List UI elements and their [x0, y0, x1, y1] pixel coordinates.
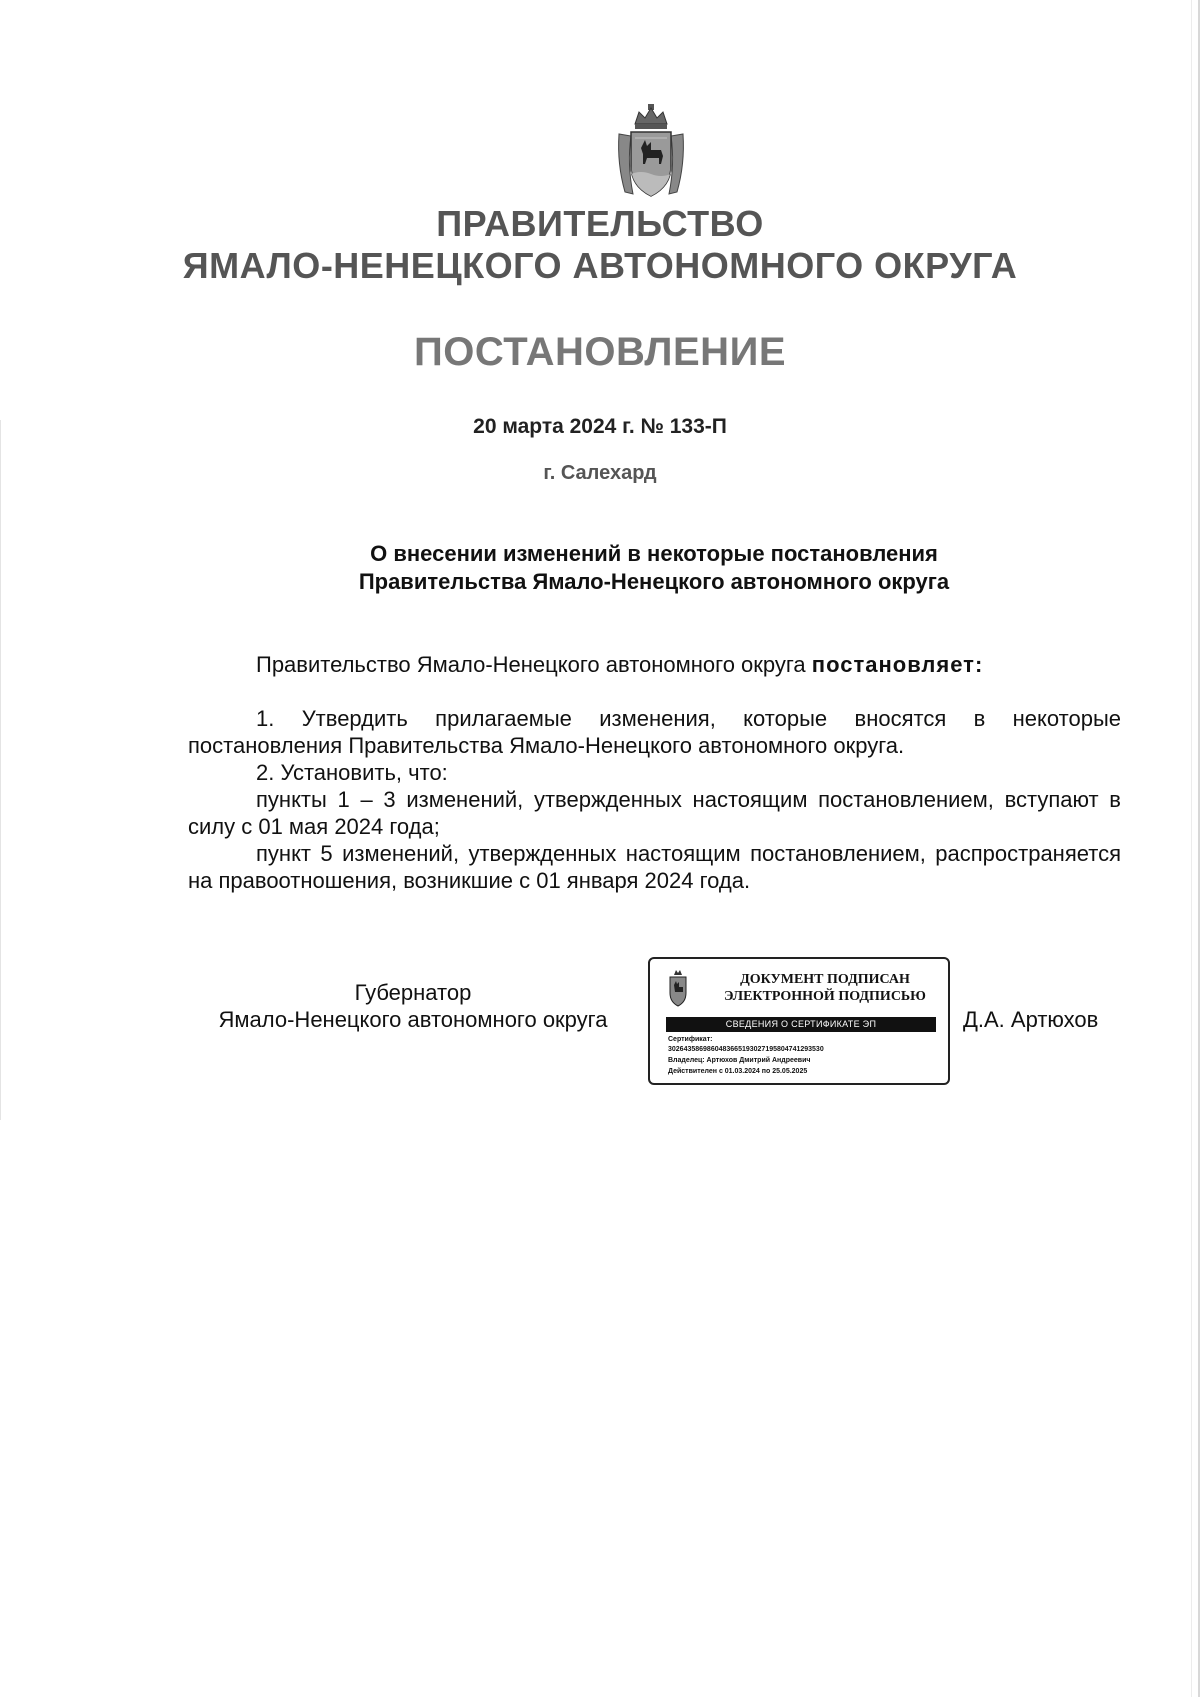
signer-title	[188, 979, 638, 1033]
subject-line: Правительства Ямало-Ненецкого автономного округа	[358, 569, 950, 594]
document-city: г. Салехард	[543, 462, 657, 484]
stamp-validity: Действителен с 01.03.2024 по 25.05.2025	[668, 1068, 808, 1075]
document-type: ПОСТАНОВЛЕНИЕ	[413, 330, 786, 374]
electronic-signature-stamp	[648, 957, 950, 1085]
stamp-certificate-header: СВЕДЕНИЯ О СЕРТИФИКАТЕ ЭП	[666, 1017, 936, 1032]
government-region: ЯМАЛО-НЕНЕЦКОГО АВТОНОМНОГО ОКРУГА	[182, 245, 1018, 286]
signer-region: Ямало-Ненецкого автономного округа	[218, 1007, 608, 1032]
coat-of-arms-icon	[666, 969, 690, 1007]
document-date-number: 20 марта 2024 г. № 133-П	[473, 415, 727, 438]
preamble	[188, 651, 1121, 678]
stamp-title-line: ЭЛЕКТРОННОЙ ПОДПИСЬЮ	[724, 989, 926, 1004]
decree-item: пункт 5 изменений, утвержденных настоящим постановлением, распространяется на правоотношения, возникшие с 01 января 2024 года.	[188, 841, 1121, 893]
stamp-title-line: ДОКУМЕНТ ПОДПИСАН	[740, 972, 910, 987]
preamble-text: Правительство Ямало-Ненецкого автономного округа	[256, 652, 812, 677]
stamp-certificate-label: Сертификат:	[668, 1036, 713, 1043]
decree-item: 1. Утвердить прилагаемые изменения, которые вносятся в некоторые постановления Правительства Ямало-Ненецкого автономного округа.	[188, 706, 1121, 758]
decree-item: пункты 1 – 3 изменений, утвержденных настоящим постановлением, вступают в силу с 01 мая 2024 года;	[188, 787, 1121, 839]
government-name: ПРАВИТЕЛЬСТВО	[436, 203, 764, 244]
stamp-title	[710, 971, 940, 1005]
stamp-certificate-number: 3026435869860483665193027195804741293530	[668, 1046, 824, 1053]
page-edge	[0, 420, 1, 1120]
signer-name: Д.А. Артюхов	[963, 1007, 1099, 1032]
stamp-owner: Владелец: Артюхов Дмитрий Андреевич	[668, 1057, 811, 1064]
coat-of-arms-icon	[615, 104, 687, 200]
signer-position: Губернатор	[354, 980, 472, 1005]
decree-items	[188, 705, 1121, 894]
decree-word: постановляет:	[811, 652, 984, 677]
decree-item: 2. Установить, что:	[256, 760, 448, 785]
subject-line: О внесении изменений в некоторые постановления	[370, 541, 938, 566]
document-subject	[0, 540, 1200, 596]
